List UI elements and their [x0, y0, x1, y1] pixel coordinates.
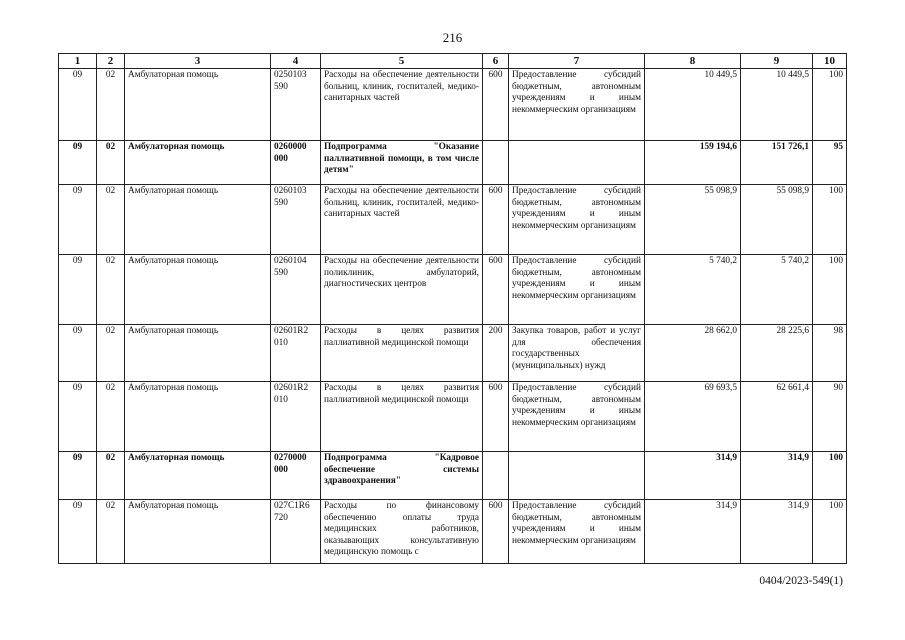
cell-article-description: Подпрограмма "Кадровое обеспечение системы здравоохранения" — [321, 452, 483, 500]
cell-expense-type — [483, 452, 509, 500]
cell-expense-description — [509, 452, 645, 500]
cell-planned-amount: 10 449,5 — [645, 69, 741, 141]
cell-planned-amount: 55 098,9 — [645, 185, 741, 255]
cell-section: 09 — [59, 141, 97, 185]
cell-target-article: 027C1R6 720 — [271, 500, 321, 564]
cell-percent: 100 — [813, 69, 847, 141]
cell-target-article: 0250103 590 — [271, 69, 321, 141]
cell-subsection: 02 — [97, 185, 125, 255]
cell-planned-amount: 28 662,0 — [645, 325, 741, 382]
cell-target-article: 0270000 000 — [271, 452, 321, 500]
cell-percent: 100 — [813, 452, 847, 500]
cell-expense-description — [509, 141, 645, 185]
cell-planned-amount: 314,9 — [645, 452, 741, 500]
document-code: 0404/2023-549(1) — [759, 575, 843, 587]
cell-expense-type: 600 — [483, 255, 509, 325]
cell-article-description: Подпрограмма "Оказание паллиативной помощи, в том числе детям" — [321, 141, 483, 185]
table-row — [59, 325, 847, 382]
cell-actual-amount: 28 225,6 — [741, 325, 813, 382]
cell-percent: 100 — [813, 255, 847, 325]
cell-name: Амбулаторная помощь — [125, 382, 271, 452]
cell-actual-amount: 314,9 — [741, 500, 813, 564]
cell-name: Амбулаторная помощь — [125, 325, 271, 382]
table-body — [59, 69, 847, 564]
cell-expense-type — [483, 141, 509, 185]
table-row — [59, 382, 847, 452]
cell-name: Амбулаторная помощь — [125, 185, 271, 255]
cell-actual-amount: 55 098,9 — [741, 185, 813, 255]
cell-section: 09 — [59, 255, 97, 325]
cell-article-description: Расходы в целях развития паллиативной медицинской помощи — [321, 325, 483, 382]
cell-actual-amount: 62 661,4 — [741, 382, 813, 452]
cell-percent: 95 — [813, 141, 847, 185]
cell-target-article: 0260000 000 — [271, 141, 321, 185]
cell-subsection: 02 — [97, 69, 125, 141]
cell-expense-description: Предоставление субсидий бюджетным, автономным учреждениям и иным некоммерческим организациям — [509, 69, 645, 141]
cell-section: 09 — [59, 382, 97, 452]
cell-percent: 100 — [813, 185, 847, 255]
column-header-10: 10 — [813, 54, 847, 69]
cell-target-article: 02601R2 010 — [271, 382, 321, 452]
cell-subsection: 02 — [97, 452, 125, 500]
cell-actual-amount: 10 449,5 — [741, 69, 813, 141]
cell-article-description: Расходы на обеспечение деятельности больниц, клиник, госпиталей, медико-санитарных частей — [321, 69, 483, 141]
cell-subsection: 02 — [97, 325, 125, 382]
cell-name: Амбулаторная помощь — [125, 500, 271, 564]
cell-subsection: 02 — [97, 382, 125, 452]
column-header-2: 2 — [97, 54, 125, 69]
cell-section: 09 — [59, 325, 97, 382]
cell-subsection: 02 — [97, 141, 125, 185]
column-header-4: 4 — [271, 54, 321, 69]
cell-subsection: 02 — [97, 500, 125, 564]
column-header-6: 6 — [483, 54, 509, 69]
cell-target-article: 0260104 590 — [271, 255, 321, 325]
cell-subsection: 02 — [97, 255, 125, 325]
cell-actual-amount: 5 740,2 — [741, 255, 813, 325]
column-header-9: 9 — [741, 54, 813, 69]
cell-percent: 98 — [813, 325, 847, 382]
cell-article-description: Расходы в целях развития паллиативной медицинской помощи — [321, 382, 483, 452]
cell-expense-description: Предоставление субсидий бюджетным, автономным учреждениям и иным некоммерческим организациям — [509, 185, 645, 255]
column-header-7: 7 — [509, 54, 645, 69]
cell-planned-amount: 159 194,6 — [645, 141, 741, 185]
cell-article-description: Расходы на обеспечение деятельности поликлиник, амбулаторий, диагностических центров — [321, 255, 483, 325]
cell-expense-type: 600 — [483, 500, 509, 564]
cell-target-article: 02601R2 010 — [271, 325, 321, 382]
cell-percent: 90 — [813, 382, 847, 452]
budget-table — [58, 53, 847, 564]
table-row — [59, 69, 847, 141]
cell-planned-amount: 69 693,5 — [645, 382, 741, 452]
table-row — [59, 452, 847, 500]
column-header-5: 5 — [321, 54, 483, 69]
cell-section: 09 — [59, 500, 97, 564]
table-row — [59, 255, 847, 325]
column-header-1: 1 — [59, 54, 97, 69]
cell-article-description: Расходы по финансовому обеспечению оплаты труда медицинских работников, оказывающих консультативную медицинскую помощь с — [321, 500, 483, 564]
column-header-8: 8 — [645, 54, 741, 69]
cell-section: 09 — [59, 452, 97, 500]
cell-expense-type: 200 — [483, 325, 509, 382]
cell-name: Амбулаторная помощь — [125, 69, 271, 141]
cell-name: Амбулаторная помощь — [125, 255, 271, 325]
page-number: 216 — [442, 30, 463, 45]
cell-expense-description: Закупка товаров, работ и услуг для обеспечения государственных (муниципальных) нужд — [509, 325, 645, 382]
table-row — [59, 141, 847, 185]
cell-expense-description: Предоставление субсидий бюджетным, автономным учреждениям и иным некоммерческим организациям — [509, 382, 645, 452]
cell-expense-description: Предоставление субсидий бюджетным, автономным учреждениям и иным некоммерческим организациям — [509, 500, 645, 564]
column-header-3: 3 — [125, 54, 271, 69]
table-row — [59, 500, 847, 564]
cell-planned-amount: 5 740,2 — [645, 255, 741, 325]
cell-section: 09 — [59, 69, 97, 141]
cell-target-article: 0260103 590 — [271, 185, 321, 255]
cell-expense-description: Предоставление субсидий бюджетным, автономным учреждениям и иным некоммерческим организациям — [509, 255, 645, 325]
cell-name: Амбулаторная помощь — [125, 141, 271, 185]
cell-percent: 100 — [813, 500, 847, 564]
cell-actual-amount: 151 726,1 — [741, 141, 813, 185]
cell-article-description: Расходы на обеспечение деятельности больниц, клиник, госпиталей, медико-санитарных частей — [321, 185, 483, 255]
header-row — [59, 54, 847, 69]
cell-actual-amount: 314,9 — [741, 452, 813, 500]
cell-planned-amount: 314,9 — [645, 500, 741, 564]
cell-name: Амбулаторная помощь — [125, 452, 271, 500]
cell-section: 09 — [59, 185, 97, 255]
cell-expense-type: 600 — [483, 69, 509, 141]
cell-expense-type: 600 — [483, 185, 509, 255]
cell-expense-type: 600 — [483, 382, 509, 452]
table-row — [59, 185, 847, 255]
